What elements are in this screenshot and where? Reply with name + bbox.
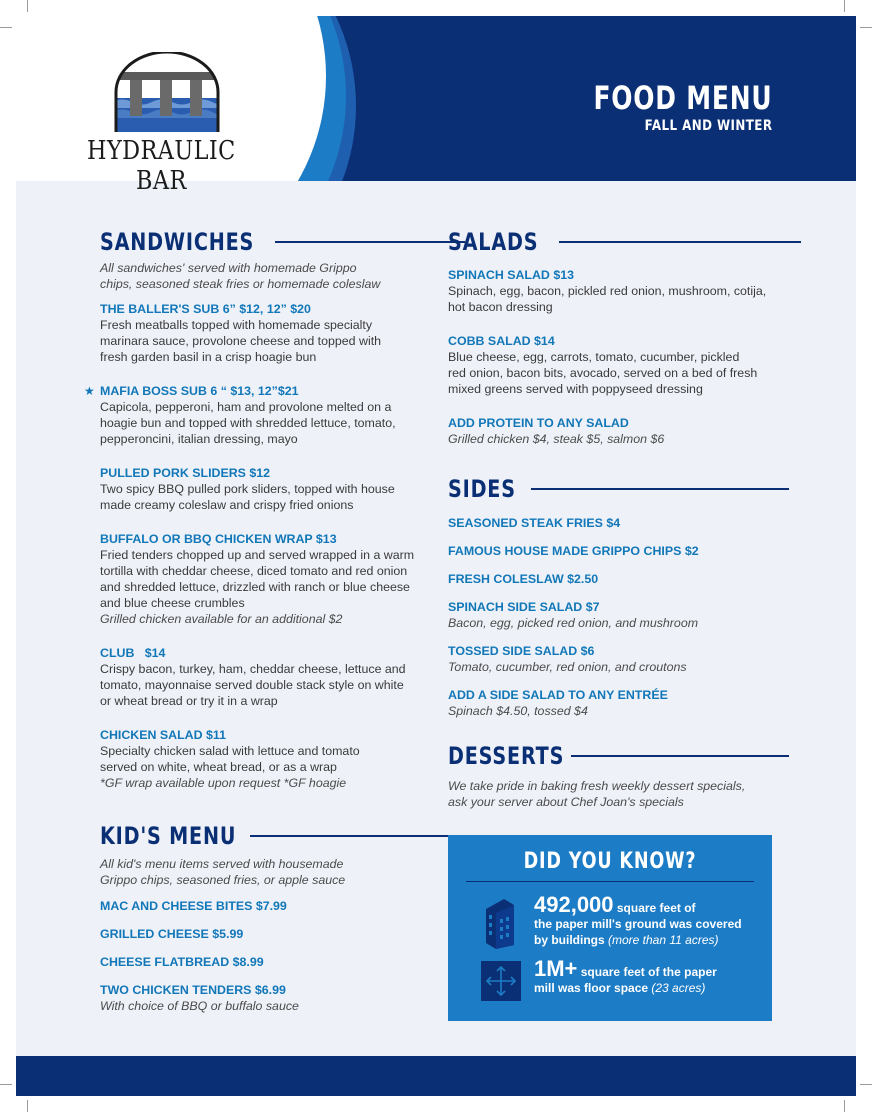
- sides-section: [448, 515, 778, 719]
- item-name: PULLED PORK SLIDERS $12: [100, 466, 271, 480]
- item-name: SEASONED STEAK FRIES $4: [448, 516, 621, 530]
- did-you-know-title: [448, 849, 772, 874]
- sandwiches-section: [84, 260, 430, 791]
- item-desc: served on white, wheat bread, or as a wrap: [100, 760, 337, 774]
- item-note: Grilled chicken $4, steak $5, salmon $6: [448, 432, 665, 446]
- item-desc: pepperoncini, italian dressing, mayo: [100, 432, 298, 446]
- menu-item: [448, 643, 778, 675]
- item-desc: made creamy coleslaw and crispy fried onions: [100, 498, 354, 512]
- menu-item: [100, 645, 430, 709]
- item-name: CHICKEN SALAD $11: [100, 728, 226, 742]
- menu-item: [448, 571, 778, 587]
- item-name: COBB SALAD $14: [448, 334, 555, 348]
- salads-heading: [448, 228, 801, 256]
- star-icon: ★: [84, 384, 95, 398]
- brand-name: HYDRAULIC BAR: [87, 136, 236, 196]
- sandwiches-heading: [100, 228, 465, 256]
- salads-section: [448, 267, 778, 447]
- item-desc: tomato, mayonnaise served double stack style on white: [100, 678, 404, 692]
- stat-text: the paper mill's ground was covered: [534, 917, 742, 931]
- intro-line: All sandwiches' served with homemade Grippo: [100, 261, 357, 275]
- menu-item: [448, 687, 778, 719]
- item-name: ADD PROTEIN TO ANY SALAD: [448, 416, 629, 430]
- kids-section: [100, 856, 430, 1014]
- item-name: GRILLED CHEESE $5.99: [100, 927, 244, 941]
- item-desc: mixed greens served with poppyseed dressing: [448, 382, 703, 396]
- item-name: SPINACH SIDE SALAD $7: [448, 600, 600, 614]
- sandwiches-title: SANDWICHES: [100, 228, 255, 256]
- menu-item: [100, 954, 430, 970]
- intro-line: All kid's menu items served with housemade: [100, 857, 344, 871]
- did-you-know-box: [448, 835, 772, 1021]
- item-name: SPINACH SALAD $13: [448, 268, 574, 282]
- desserts-heading: [448, 742, 789, 770]
- item-note: Bacon, egg, picked red onion, and mushroom: [448, 616, 699, 630]
- heading-rule: [250, 835, 452, 837]
- item-desc: Spinach, egg, bacon, pickled red onion, mushroom, cotija,: [448, 284, 767, 298]
- item-desc: and blue cheese crumbles: [100, 596, 245, 610]
- item-desc: Specialty chicken salad with lettuce and tomato: [100, 744, 360, 758]
- item-desc: Fried tenders chopped up and served wrapped in a warm: [100, 548, 415, 562]
- menu-item: [100, 898, 430, 914]
- kids-heading: [100, 822, 452, 850]
- item-desc: hoagie bun and topped with shredded lettuce, tomato,: [100, 416, 396, 430]
- menu-item: [448, 543, 778, 559]
- item-desc: and shredded lettuce, drizzled with ranch or blue cheese: [100, 580, 410, 594]
- kids-title: KID'S MENU: [100, 822, 237, 850]
- menu-item: [448, 333, 778, 397]
- item-name: THE BALLER'S SUB 6” $12, 12” $20: [100, 302, 311, 316]
- heading-rule: [275, 241, 465, 243]
- item-name: TOSSED SIDE SALAD $6: [448, 644, 595, 658]
- salads-title: SALADS: [448, 228, 539, 256]
- page-title: FOOD MENU: [593, 79, 772, 117]
- item-note: Spinach $4.50, tossed $4: [448, 704, 588, 718]
- stat-note: (23 acres): [651, 981, 706, 995]
- item-name: ADD A SIDE SALAD TO ANY ENTRÉE: [448, 688, 668, 702]
- item-name: FAMOUS HOUSE MADE GRIPPO CHIPS $2: [448, 544, 699, 558]
- desserts-section: [448, 778, 778, 810]
- stat-number: 1M+: [534, 956, 578, 981]
- kids-intro: [100, 856, 430, 888]
- menu-item: [84, 383, 430, 447]
- heading-rule: [531, 488, 789, 490]
- menu-title-block: [543, 80, 772, 134]
- stat-text: square feet of: [613, 901, 696, 915]
- menu-item: [448, 599, 778, 631]
- item-note: *GF wrap available upon request *GF hoagie: [100, 776, 347, 790]
- logo: [84, 52, 294, 196]
- sides-heading: [448, 475, 789, 503]
- heading-rule: [571, 755, 789, 757]
- item-desc: Blue cheese, egg, carrots, tomato, cucumber, pickled: [448, 350, 740, 364]
- floor-space-icon: [481, 961, 521, 1001]
- menu-item: [100, 531, 430, 627]
- item-desc: Capicola, pepperoni, ham and provolone melted on a: [100, 400, 392, 414]
- sides-title: SIDES: [448, 475, 516, 503]
- item-desc: red onion, bacon bits, avocado, served on a bed of fresh: [448, 366, 758, 380]
- item-name: FRESH COLESLAW $2.50: [448, 572, 599, 586]
- item-desc: Crispy bacon, turkey, ham, cheddar cheese, lettuce and: [100, 662, 406, 676]
- item-name: MAFIA BOSS SUB 6 “ $13, 12”$21: [100, 384, 299, 398]
- menu-item: [100, 465, 430, 513]
- stat-buildings: [534, 892, 742, 948]
- stat-floor-space: [534, 956, 717, 996]
- desserts-title: DESSERTS: [448, 742, 565, 770]
- item-desc: fresh garden basil in a crisp hoagie bun: [100, 350, 317, 364]
- stat-number: 492,000: [534, 892, 614, 917]
- intro-line: Grippo chips, seasoned fries, or apple sauce: [100, 873, 346, 887]
- menu-item: [100, 982, 430, 1014]
- item-desc: Two spicy BBQ pulled pork sliders, topped with house: [100, 482, 395, 496]
- intro-line: chips, seasoned steak fries or homemade coleslaw: [100, 277, 381, 291]
- item-name: CHEESE FLATBREAD $8.99: [100, 955, 264, 969]
- item-desc: marinara sauce, provolone cheese and topped with: [100, 334, 382, 348]
- item-note: Grilled chicken available for an additional $2: [100, 612, 343, 626]
- desserts-note: ask your server about Chef Joan's specials: [448, 795, 684, 809]
- sandwiches-intro: [100, 260, 430, 292]
- item-name: BUFFALO OR BBQ CHICKEN WRAP $13: [100, 532, 337, 546]
- page-subtitle: FALL AND WINTER: [644, 118, 772, 134]
- item-note: With choice of BBQ or buffalo sauce: [100, 999, 299, 1013]
- item-name: TWO CHICKEN TENDERS $6.99: [100, 983, 286, 997]
- menu-item: [448, 267, 778, 315]
- stat-note: (more than 11 acres): [608, 933, 719, 947]
- stat-text: square feet of the paper: [577, 965, 717, 979]
- divider: [466, 881, 754, 882]
- menu-item: [100, 926, 430, 942]
- menu-item: [448, 515, 778, 531]
- item-note: Tomato, cucumber, red onion, and croutons: [448, 660, 687, 674]
- stat-text: by buildings: [534, 933, 608, 947]
- item-desc: hot bacon dressing: [448, 300, 553, 314]
- item-desc: Fresh meatballs topped with homemade specialty: [100, 318, 373, 332]
- bridge-logo-icon: [112, 52, 222, 132]
- did-you-know-heading: DID YOU KNOW?: [523, 849, 697, 874]
- item-desc: or wheat bread or try it in a wrap: [100, 694, 278, 708]
- menu-page: [16, 16, 856, 1096]
- item-name: MAC AND CHEESE BITES $7.99: [100, 899, 287, 913]
- item-desc: tortilla with cheddar cheese, diced tomato and red onion: [100, 564, 408, 578]
- desserts-note: We take pride in baking fresh weekly dessert specials,: [448, 779, 746, 793]
- heading-rule: [559, 241, 801, 243]
- menu-item: [100, 727, 430, 791]
- menu-item: [100, 301, 430, 365]
- building-icon: [482, 895, 518, 949]
- menu-item: [448, 415, 778, 447]
- item-name: CLUB $14: [100, 646, 166, 660]
- stat-text: mill was floor space: [534, 981, 652, 995]
- footer-band: [16, 1056, 856, 1096]
